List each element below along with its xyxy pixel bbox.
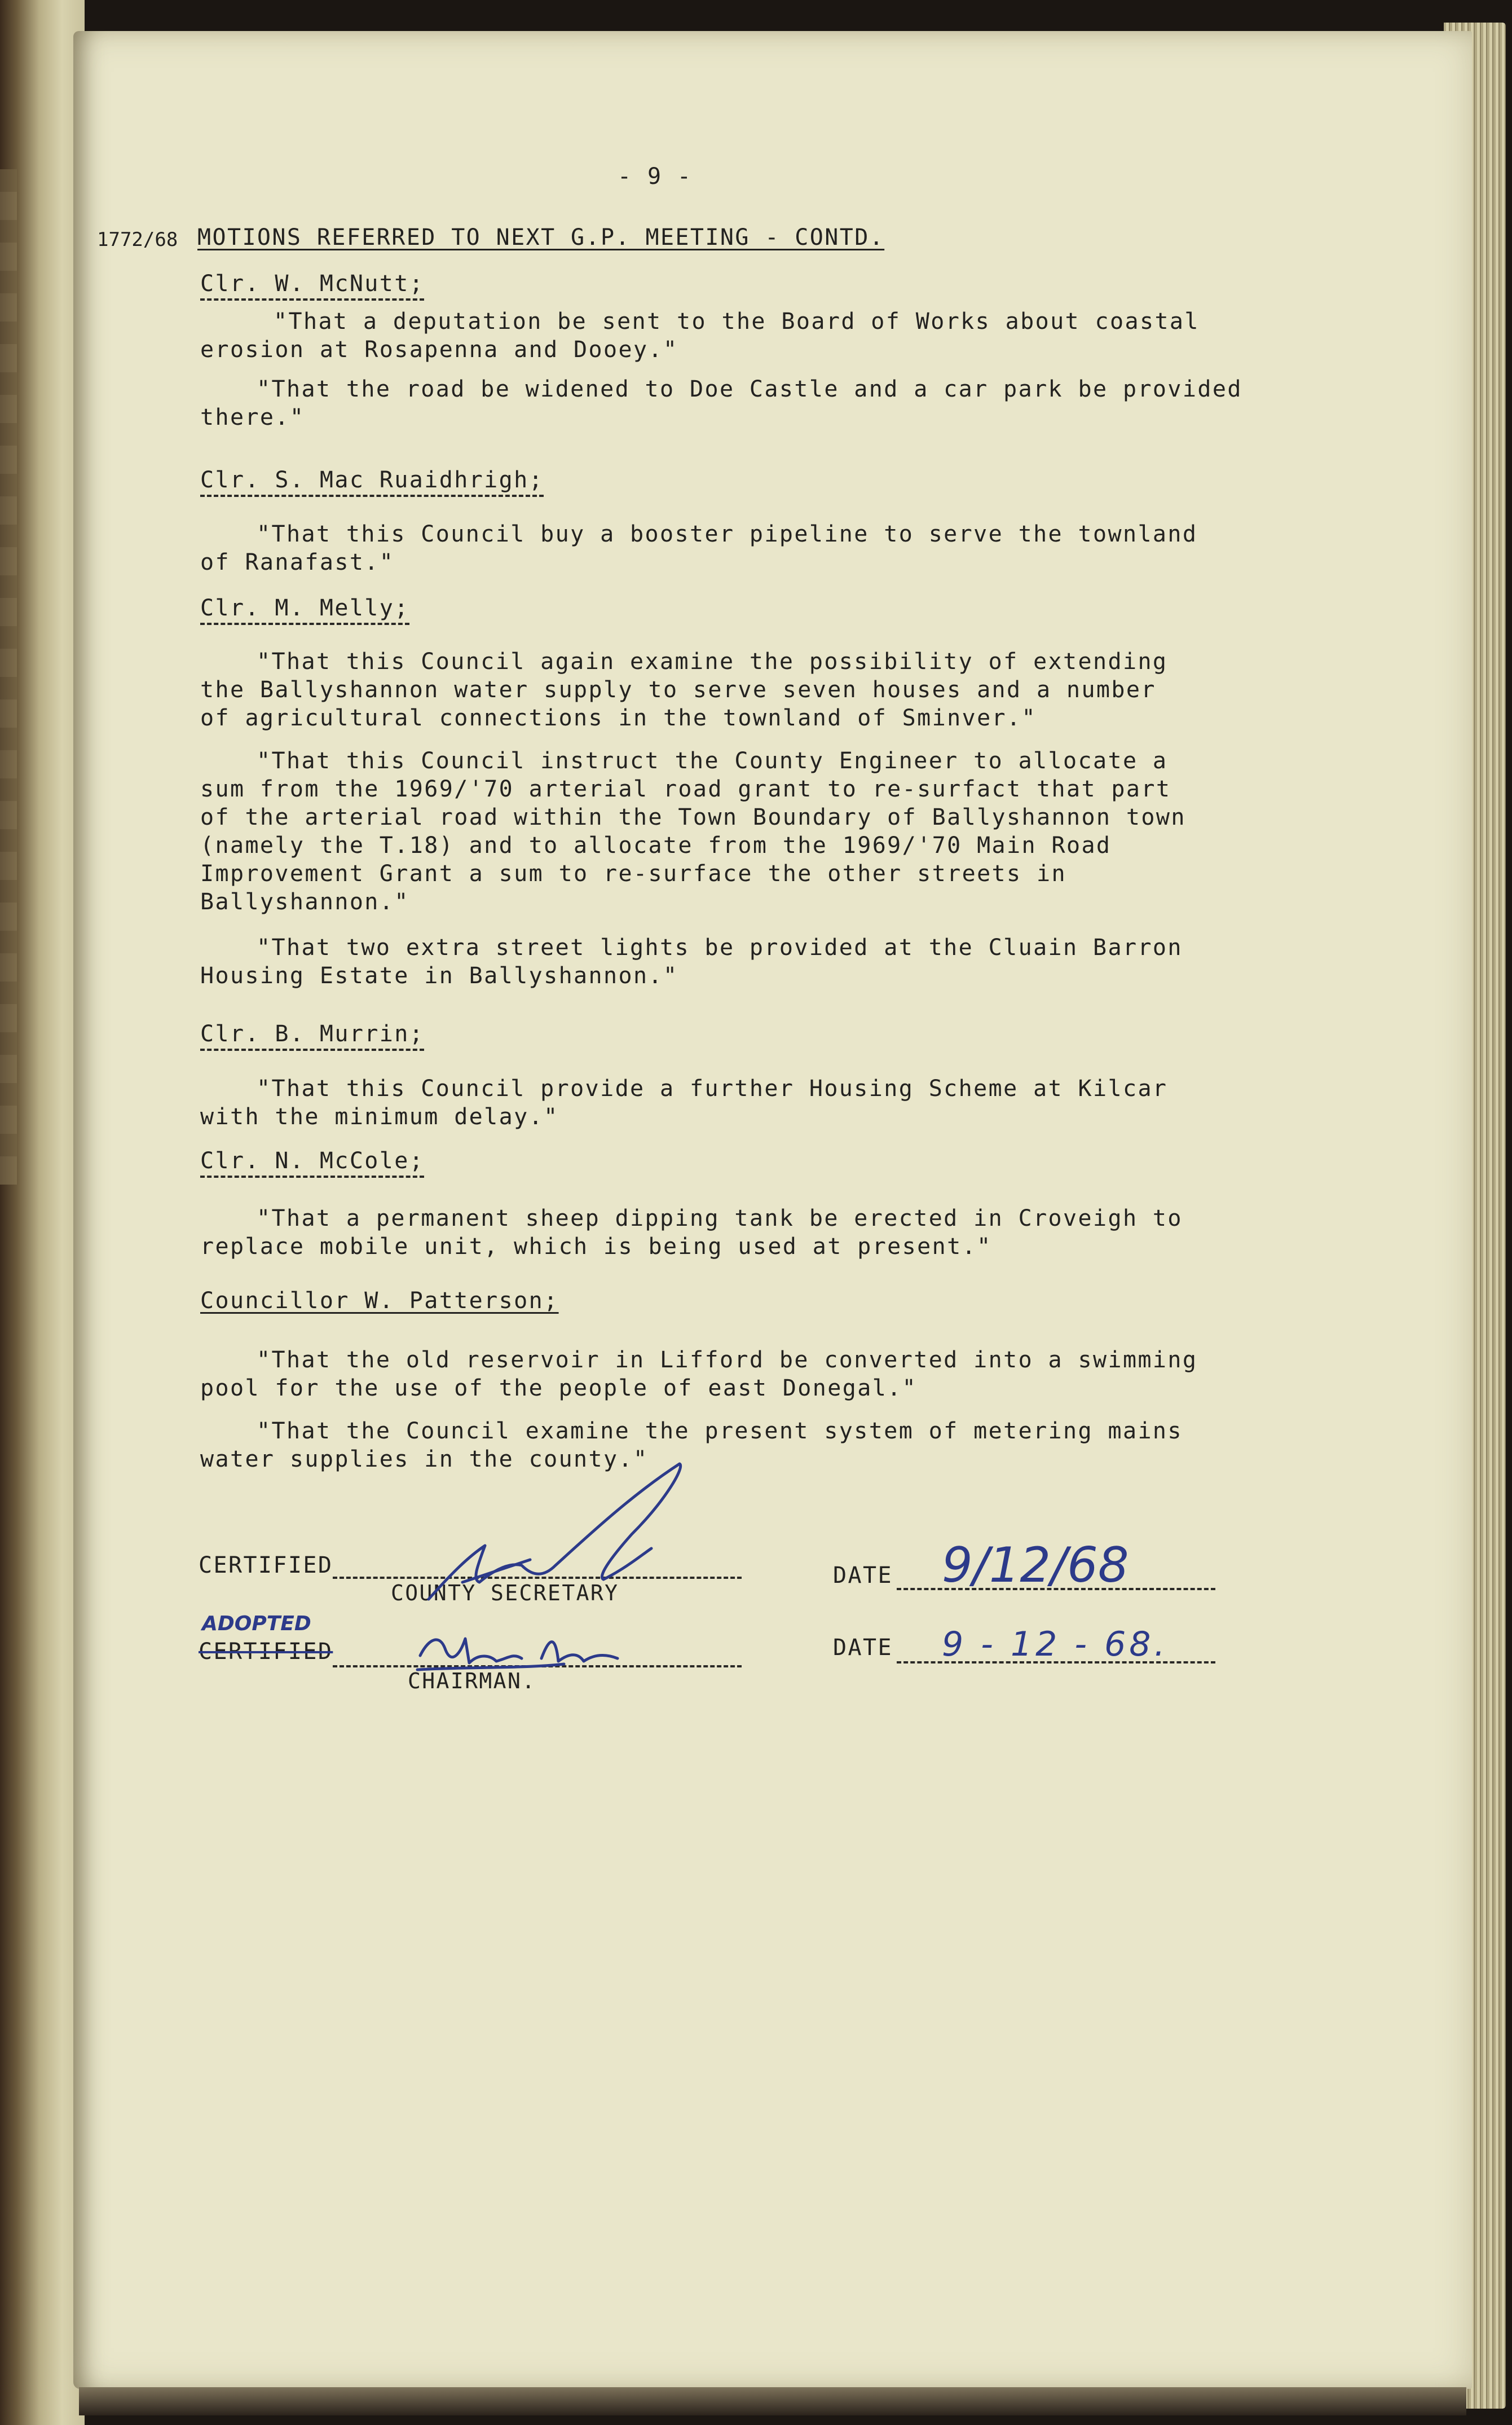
- date-label: DATE: [833, 1635, 893, 1661]
- motion-text: "That a deputation be sent to the Board of Works about coastal erosion at Rosapenna and Dooey.": [200, 309, 1200, 363]
- date-label: DATE: [833, 1563, 893, 1588]
- councillor-name: Clr. N. McCole;: [200, 1148, 424, 1178]
- chairman-label: CHAIRMAN.: [408, 1669, 536, 1693]
- county-secretary-signature: [429, 1464, 681, 1599]
- motion-text: "That the Council examine the present system of metering mains water supplies in the county.": [200, 1418, 1183, 1472]
- date-2-handwritten: 9 - 12 - 68.: [942, 1625, 1169, 1664]
- motion-text: "That two extra street lights be provided at the Cluain Barron Housing Estate in Ballyshannon.": [200, 935, 1183, 989]
- adopted-handwritten: ADOPTED: [202, 1612, 311, 1635]
- motion-text: "That the road be widened to Doe Castle and a car park be provided there.": [200, 376, 1242, 430]
- page-number: - 9 -: [618, 164, 693, 190]
- struck-certified-label: CERTIFIED: [199, 1639, 333, 1665]
- motion-text: "That this Council provide a further Housing Scheme at Kilcar with the minimum delay.": [200, 1076, 1168, 1130]
- councillor-name: Clr. B. Murrin;: [200, 1021, 424, 1051]
- councillor-name: Clr. S. Mac Ruaidhrigh;: [200, 467, 544, 497]
- date-1-handwritten: 9/12/68: [942, 1537, 1129, 1594]
- certified-label: CERTIFIED: [199, 1552, 333, 1578]
- councillor-name: Clr. M. Melly;: [200, 595, 409, 625]
- councillor-name: Clr. W. McNutt;: [200, 271, 424, 301]
- councillor-name: Councillor W. Patterson;: [200, 1288, 559, 1314]
- motion-text: "That this Council again examine the possibility of extending the Ballyshannon water supply to serve seven houses and a number of agricultural connections in the townland of Sminver.": [200, 649, 1168, 731]
- chairman-signature: [420, 1639, 522, 1663]
- county-secretary-label: COUNTY SECRETARY: [391, 1581, 619, 1605]
- motion-text: "That the old reservoir in Lifford be converted into a swimming pool for the use of the people of east Donegal.": [200, 1347, 1198, 1401]
- motion-text: "That a permanent sheep dipping tank be erected in Croveigh to replace mobile unit, which is being used at present.": [200, 1205, 1183, 1260]
- motion-text: "That this Council instruct the County Engineer to allocate a sum from the 1969/'70 arterial road grant to re-surfact that part of the arterial road within the Town Boundary of Ballyshannon town (namely the T.18) and to allocate from the 1969/'70 Main Road Improvement Grant a sum to re-surface the other streets in Ballyshannon.": [200, 748, 1186, 915]
- section-heading: MOTIONS REFERRED TO NEXT G.P. MEETING - CONTD.: [197, 225, 885, 250]
- minute-reference: 1772/68: [97, 228, 178, 251]
- motion-text: "That this Council buy a booster pipeline to serve the townland of Ranafast.": [200, 521, 1198, 575]
